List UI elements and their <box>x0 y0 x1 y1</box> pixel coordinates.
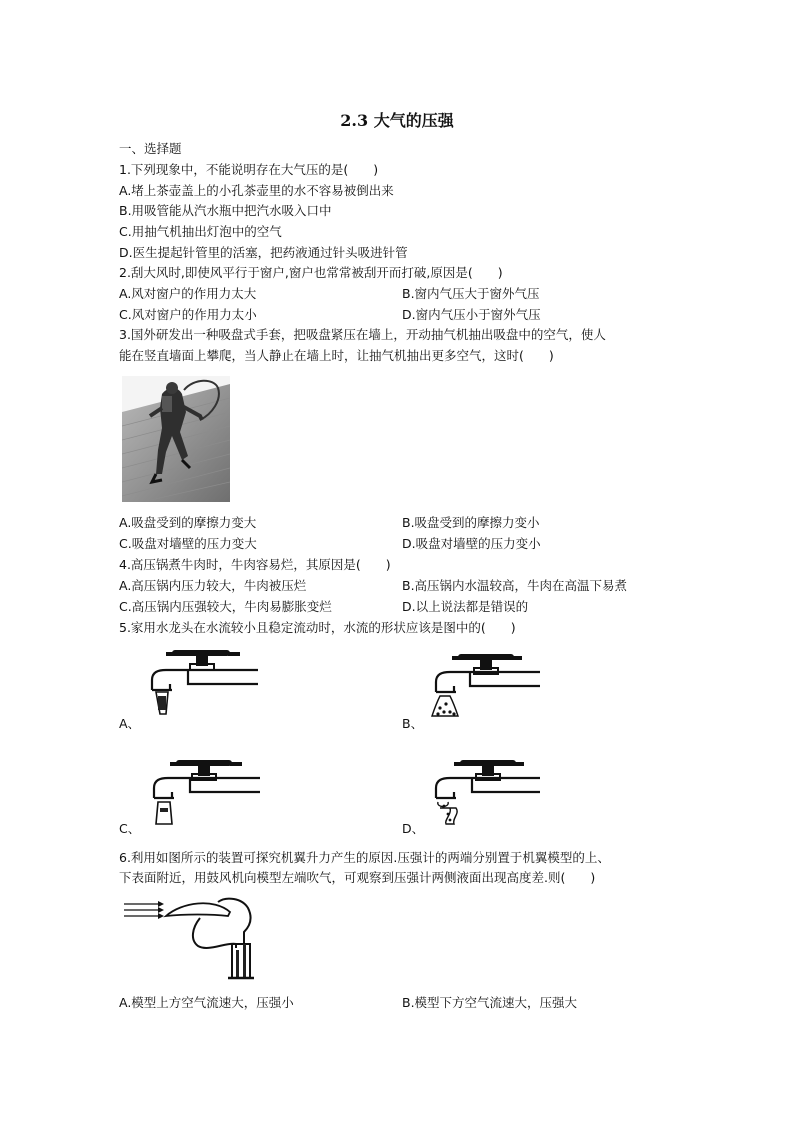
q5-label-c: C、 <box>119 821 141 836</box>
q4-option-a: A.高压锅内压力较大，牛肉被压烂 <box>119 578 307 593</box>
q3-stem-line1: 3.国外研发出一种吸盘式手套，把吸盘紧压在墙上，开动抽气机抽出吸盘中的空气，使人 <box>119 327 606 342</box>
q4-option-b: B.高压锅内水温较高，牛肉在高温下易煮 <box>402 578 628 593</box>
faucet-c-figure <box>150 758 262 830</box>
q5-label-a: A、 <box>119 716 141 731</box>
q6-option-a: A.模型上方空气流速大，压强小 <box>119 995 294 1010</box>
section-heading: 一、选择题 <box>119 141 182 156</box>
q4-option-c: C.高压锅内压强较大，牛肉易膨胀变烂 <box>119 599 332 614</box>
q2-option-c: C.风对窗户的作用力太小 <box>119 307 257 322</box>
q3-option-a: A.吸盘受到的摩擦力变大 <box>119 515 257 530</box>
q5-label-b: B、 <box>402 716 424 731</box>
faucet-a-figure <box>148 648 260 720</box>
climber-photo <box>122 376 230 502</box>
q2-stem: 2.刮大风时,即使风平行于窗户,窗户也常常被刮开而打破,原因是( ) <box>119 265 503 280</box>
q6-stem-line2: 下表面附近，用鼓风机向模型左端吹气，可观察到压强计两侧液面出现高度差.则( ) <box>119 870 596 885</box>
faucet-b-figure <box>430 652 542 724</box>
q5-label-d: D、 <box>402 821 425 836</box>
q1-option-c: C.用抽气机抽出灯泡中的空气 <box>119 224 282 239</box>
q3-option-d: D.吸盘对墙壁的压力变小 <box>402 536 541 551</box>
q5-stem: 5.家用水龙头在水流较小且稳定流动时，水流的形状应该是图中的( ) <box>119 620 516 635</box>
q2-option-d: D.窗内气压小于窗外气压 <box>402 307 541 322</box>
page-title: 2.3 大气的压强 <box>340 111 454 130</box>
q1-option-a: A.堵上茶壶盖上的小孔茶壶里的水不容易被倒出来 <box>119 183 394 198</box>
q4-option-d: D.以上说法都是错误的 <box>402 599 529 614</box>
q2-option-b: B.窗内气压大于窗外气压 <box>402 286 540 301</box>
q1-option-b: B.用吸管能从汽水瓶中把汽水吸入口中 <box>119 203 332 218</box>
faucet-d-figure <box>430 758 542 830</box>
q6-stem-line1: 6.利用如图所示的装置可探究机翼升力产生的原因.压强计的两端分别置于机翼模型的上、 <box>119 850 610 865</box>
q1-stem: 1.下列现象中，不能说明存在大气压的是( ) <box>119 162 379 177</box>
q1-option-d: D.医生提起针管里的活塞，把药液通过针头吸进针管 <box>119 245 408 260</box>
q2-option-a: A.风对窗户的作用力太大 <box>119 286 257 301</box>
wing-apparatus-figure <box>122 892 272 984</box>
q4-stem: 4.高压锅煮牛肉时，牛肉容易烂，其原因是( ) <box>119 557 391 572</box>
q3-stem-line2: 能在竖直墙面上攀爬，当人静止在墙上时，让抽气机抽出更多空气，这时( ) <box>119 348 554 363</box>
q6-option-b: B.模型下方空气流速大，压强大 <box>402 995 578 1010</box>
q3-option-b: B.吸盘受到的摩擦力变小 <box>402 515 540 530</box>
q3-option-c: C.吸盘对墙壁的压力变大 <box>119 536 257 551</box>
